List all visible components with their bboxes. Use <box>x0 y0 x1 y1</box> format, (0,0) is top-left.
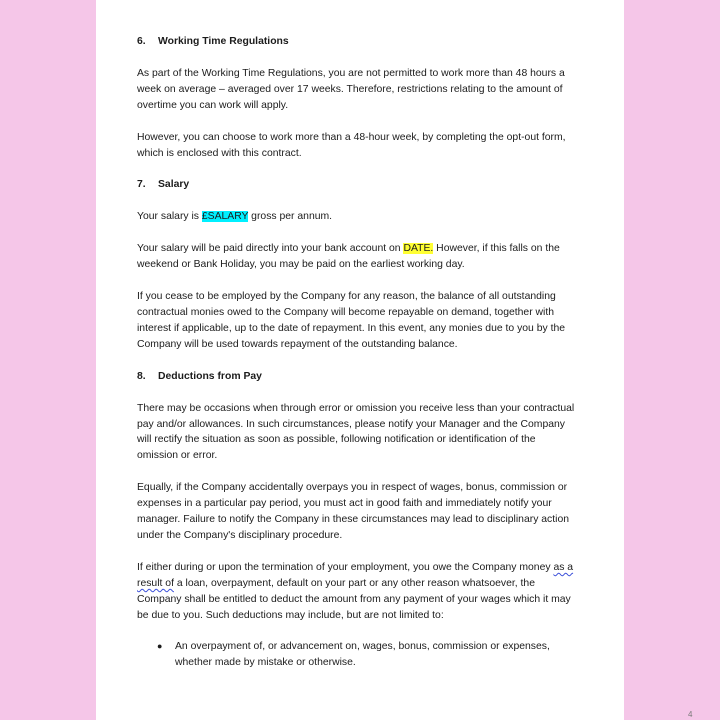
text-run: gross per annum. <box>248 211 333 223</box>
section-heading-salary <box>137 177 577 193</box>
list-item <box>157 639 577 671</box>
paragraph <box>137 209 577 225</box>
paragraph <box>137 241 577 273</box>
grammar-flagged-text[interactable]: as a result of <box>137 561 574 589</box>
paragraph: As part of the Working Time Regulations, you are not permitted to work more than 48 hours a week on average – averaged over 17 weeks. Therefore, restrictions relating to the amount of overtime you can work will apply. <box>137 67 565 111</box>
section-heading-deductions <box>137 369 577 385</box>
text-run: Your salary is <box>137 211 202 223</box>
date-placeholder-highlight[interactable]: DATE. <box>403 243 434 255</box>
text-run: However, if this falls on the weekend or Bank Holiday, you may be paid on the earliest working day. <box>137 243 560 271</box>
document-page <box>96 0 693 720</box>
page-number: 4 <box>688 710 693 719</box>
section-number: 7. <box>137 179 146 191</box>
section-title: Salary <box>158 179 190 191</box>
paragraph: If you cease to be employed by the Company for any reason, the balance of all outstanding contractual monies owed to the Company will become repayable on demand, together with interest if applicable, up to the date of repayment. In this event, any monies due to you by the Company will be used towards repayment of the outstanding balance. <box>137 291 566 350</box>
section-heading-working-time <box>137 34 577 50</box>
section-number: 8. <box>137 370 146 382</box>
bullet-list <box>137 639 577 671</box>
paragraph: Equally, if the Company accidentally overpays you in respect of wages, bonus, commission or expenses in a particular pay period, you must act in good faith and immediately notify your manager. Failure to notify the Company in these circumstances may lead to disciplinary action under the Company's disciplinary procedure. <box>137 482 569 541</box>
paragraph: However, you can choose to work more than a 48-hour week, by completing the opt-out form, which is enclosed with this contract. <box>137 131 566 159</box>
bullet-icon: ● <box>157 641 163 652</box>
section-title: Deductions from Pay <box>158 370 262 382</box>
document-body <box>137 34 577 671</box>
paragraph <box>137 560 577 624</box>
salary-placeholder-highlight[interactable]: £SALARY <box>201 211 249 223</box>
section-number: 6. <box>137 36 146 47</box>
section-title: Working Time Regulations <box>158 36 289 47</box>
list-item-text: An overpayment of, or advancement on, wages, bonus, commission or expenses, whether made by mistake or otherwise. <box>175 641 550 669</box>
paragraph: There may be occasions when through error or omission you receive less than your contractual pay and/or allowances. In such circumstances, please notify your Manager and the Company will rectify the situation as soon as possible, following notification or identification of the omission or error. <box>137 402 575 462</box>
text-run: a loan, overpayment, default on your part or any other reason whatsoever, the Company shall be entitled to deduct the amount from any payment of your wages which it may be due to you. Such deductions may include, but are not limited to: <box>137 577 571 621</box>
text-run: Your salary will be paid directly into your bank account on <box>137 243 404 255</box>
text-run: If either during or upon the termination of your employment, you owe the Company money <box>137 561 554 573</box>
